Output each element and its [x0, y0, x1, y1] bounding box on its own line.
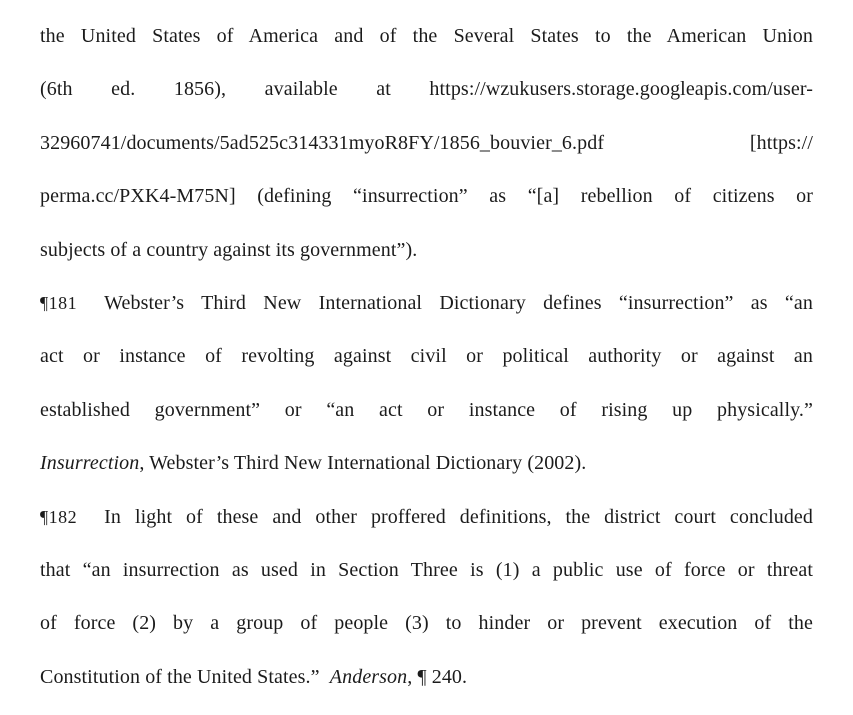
paragraph-citation-continuation — [40, 10, 813, 277]
text-run: the United States of America and of the Several States to the American Union — [40, 25, 813, 47]
paragraph-number: ¶182 — [40, 506, 78, 527]
text-run: , ¶ 240. — [407, 665, 468, 688]
text-run: subjects of a country against its government”). — [40, 238, 418, 261]
paragraph-181 — [40, 277, 813, 491]
text-line — [40, 224, 813, 277]
text-run: In light of these and other proffered definitions, the district court concluded — [104, 505, 813, 528]
text-line — [40, 437, 813, 490]
text-run: that “an insurrection as used in Section Three is (1) a public use of force or threat — [40, 559, 813, 582]
text-line — [40, 117, 813, 170]
text-run: of force (2) by a group of people (3) to hinder or prevent execution of the — [40, 612, 813, 635]
text-line — [40, 651, 813, 704]
text-run: , Webster’s Third New International Dictionary (2002). — [139, 452, 587, 475]
text-line — [40, 544, 813, 597]
text-run: perma.cc/PXK4-M75N] (defining “insurrection” as “[a] rebellion of citizens or — [40, 185, 813, 208]
paragraph-number: ¶181 — [40, 293, 78, 314]
italic-text-run: Insurrection — [40, 452, 140, 475]
text-run: Constitution of the United States.” — [40, 665, 330, 688]
text-run: act or instance of revolting against civil or political authority or against an — [40, 345, 813, 368]
text-line — [40, 63, 813, 116]
opinion-text-block — [40, 10, 813, 704]
italic-text-run: Anderson — [329, 665, 408, 688]
paragraph-182 — [40, 491, 813, 705]
text-run: (6th ed. 1856), available at https://wzukusers.storage.googleapis.com/user- — [40, 78, 813, 101]
text-run: established government” or “an act or instance of rising up physically.” — [40, 398, 813, 421]
text-line — [40, 330, 813, 383]
text-run: 32960741/documents/5ad525c314331myoR8FY/1856_bouvier_6.pdf [https:// — [40, 131, 813, 154]
text-line — [40, 491, 813, 544]
text-line — [40, 277, 813, 330]
text-line — [40, 384, 813, 437]
text-run: Webster’s Third New International Dictionary defines “insurrection” as “an — [104, 292, 813, 315]
text-line — [40, 170, 813, 223]
text-line — [40, 597, 813, 650]
text-line — [40, 10, 813, 63]
